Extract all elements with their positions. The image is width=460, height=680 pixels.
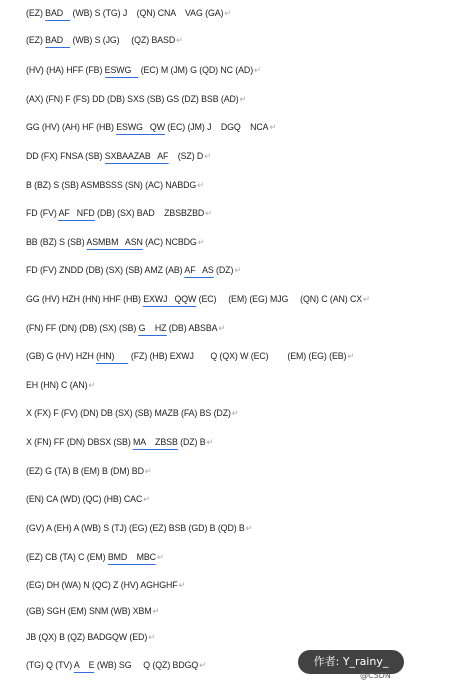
author-watermark: 作者: Y_rainy_ <box>298 650 404 674</box>
text-line <box>26 656 206 674</box>
paragraph-mark-icon: ↵ <box>152 606 160 616</box>
paragraph-mark-icon: ↵ <box>253 65 261 75</box>
text-line <box>26 31 183 49</box>
text-line <box>26 576 185 594</box>
line-text: (DB) (SX) BAD ZBSBZBD <box>94 208 205 219</box>
line-text: (SZ) D <box>168 151 204 162</box>
line-text: (EN) CA (WD) (QC) (HB) CAC <box>26 494 143 505</box>
line-text: (DZ) B <box>177 437 206 448</box>
text-line <box>26 548 164 566</box>
underlined-text: AF NFD <box>58 208 95 219</box>
paragraph-mark-icon: ↵ <box>178 580 186 590</box>
line-text: BB (BZ) S (SB) <box>26 237 87 248</box>
text-line <box>26 628 155 646</box>
paragraph-mark-icon: ↵ <box>347 351 355 361</box>
line-text: (AX) (FN) F (FS) DD (DB) SXS (SB) GS (DZ) BSB (AD) <box>26 94 239 105</box>
paragraph-mark-icon: ↵ <box>156 552 164 562</box>
watermark-sub: @CSDN <box>360 671 391 680</box>
line-text: (EZ) <box>26 8 46 19</box>
line-text: (GB) G (HV) HZH <box>26 351 97 362</box>
underlined-text: (HN) <box>96 351 129 362</box>
paragraph-mark-icon: ↵ <box>197 180 204 190</box>
line-text: (EZ) <box>26 35 46 46</box>
line-text: (EZ) CB (TA) C (EM) <box>26 552 108 563</box>
paragraph-mark-icon: ↵ <box>231 408 239 418</box>
line-text: (HV) (HA) HFF (FB) <box>26 65 105 76</box>
line-text: X (FN) FF (DN) DBSX (SB) <box>26 437 134 448</box>
underlined-text: G HZ <box>138 323 167 334</box>
line-text: (DZ) <box>213 265 234 276</box>
underlined-text: EXWJ QQW <box>143 294 197 305</box>
text-line <box>26 602 159 620</box>
underlined-text: ESWG QW <box>116 122 165 133</box>
text-line <box>26 233 204 251</box>
text-line <box>26 90 246 108</box>
line-text: (WB) SG Q (QZ) BDGQ <box>94 660 199 671</box>
paragraph-mark-icon: ↵ <box>239 94 247 104</box>
line-text: B (BZ) S (SB) ASMBSSS (SN) (AC) NABDG <box>26 180 197 191</box>
paragraph-mark-icon: ↵ <box>205 208 212 218</box>
paragraph-mark-icon: ↵ <box>176 35 183 45</box>
line-text: (WB) S (TG) J (QN) CNA VAG (GA) <box>70 8 224 19</box>
paragraph-mark-icon: ↵ <box>88 380 96 390</box>
text-line <box>26 376 95 394</box>
paragraph-mark-icon: ↵ <box>197 237 205 247</box>
paragraph-mark-icon: ↵ <box>269 122 277 132</box>
paragraph-mark-icon: ↵ <box>204 151 211 161</box>
line-text: (EZ) G (TA) B (EM) B (DM) BD <box>26 466 144 477</box>
text-line <box>26 4 231 22</box>
line-text: (DB) ABSBA <box>166 323 218 334</box>
line-text: DD (FX) FNSA (SB) <box>26 151 105 162</box>
text-line <box>26 319 225 337</box>
line-text: GG (HV) HZH (HN) HHF (HB) <box>26 294 144 305</box>
text-line <box>26 204 212 222</box>
line-text: (EC) M (JM) G (QD) NC (AD) <box>138 65 254 76</box>
line-text: JB (QX) B (QZ) BADGQW (ED) <box>26 632 148 643</box>
underlined-text: MA ZBSB <box>133 437 178 448</box>
paragraph-mark-icon: ↵ <box>234 265 242 275</box>
line-text: (GV) A (EH) A (WB) S (TJ) (EG) (EZ) BSB (GD) B (QD) B <box>26 523 245 534</box>
line-text: (WB) S (JG) (QZ) BASD <box>70 35 176 46</box>
paragraph-mark-icon: ↵ <box>218 323 226 333</box>
line-text: (EC) (JM) J DGQ NCA <box>164 122 269 133</box>
text-line <box>26 118 276 136</box>
text-line <box>26 462 152 480</box>
text-line <box>26 490 150 508</box>
line-text: FD (FV) <box>26 208 59 219</box>
underlined-text: BAD <box>45 8 71 19</box>
paragraph-mark-icon: ↵ <box>144 466 152 476</box>
text-line <box>26 347 354 365</box>
paragraph-mark-icon: ↵ <box>143 494 151 504</box>
underlined-text: ESWG <box>104 65 139 76</box>
paragraph-mark-icon: ↵ <box>206 437 214 447</box>
paragraph-mark-icon: ↵ <box>224 8 232 18</box>
paragraph-mark-icon: ↵ <box>362 294 370 304</box>
text-line <box>26 61 261 79</box>
line-text: X (FX) F (FV) (DN) DB (SX) (SB) MAZB (FA) BS (DZ) <box>26 408 231 419</box>
line-text: (EC) (EM) (EG) MJG (QN) C (AN) CX <box>196 294 363 305</box>
line-text: (FZ) (HB) EXWJ Q (QX) W (EC) (EM) (EG) (EB) <box>128 351 347 362</box>
text-line <box>26 147 211 165</box>
underlined-text: ASMBM ASN <box>86 237 143 248</box>
text-line <box>26 433 213 451</box>
underlined-text: SXBAAZAB AF <box>104 151 169 162</box>
underlined-text: BAD <box>45 35 71 46</box>
line-text: EH (HN) C (AN) <box>26 380 88 391</box>
text-line <box>26 290 370 308</box>
line-text: (EG) DH (WA) N (QC) Z (HV) AGHGHF <box>26 580 178 591</box>
text-line <box>26 519 253 537</box>
paragraph-mark-icon: ↵ <box>245 523 253 533</box>
line-text: (AC) NCBDG <box>142 237 197 248</box>
text-line <box>26 176 204 194</box>
line-text: (FN) FF (DN) (DB) (SX) (SB) <box>26 323 139 334</box>
line-text: GG (HV) (AH) HF (HB) <box>26 122 117 133</box>
underlined-text: BMD MBC <box>107 552 156 563</box>
underlined-text: AF AS <box>184 265 214 276</box>
paragraph-mark-icon: ↵ <box>199 660 206 670</box>
line-text: FD (FV) ZNDD (DB) (SX) (SB) AMZ (AB) <box>26 265 185 276</box>
paragraph-mark-icon: ↵ <box>148 632 155 642</box>
text-line <box>26 261 241 279</box>
underlined-text: A E <box>73 660 95 671</box>
line-text: (GB) SGH (EM) SNM (WB) XBM <box>26 606 152 617</box>
text-line <box>26 404 239 422</box>
line-text: (TG) Q (TV) <box>26 660 74 671</box>
